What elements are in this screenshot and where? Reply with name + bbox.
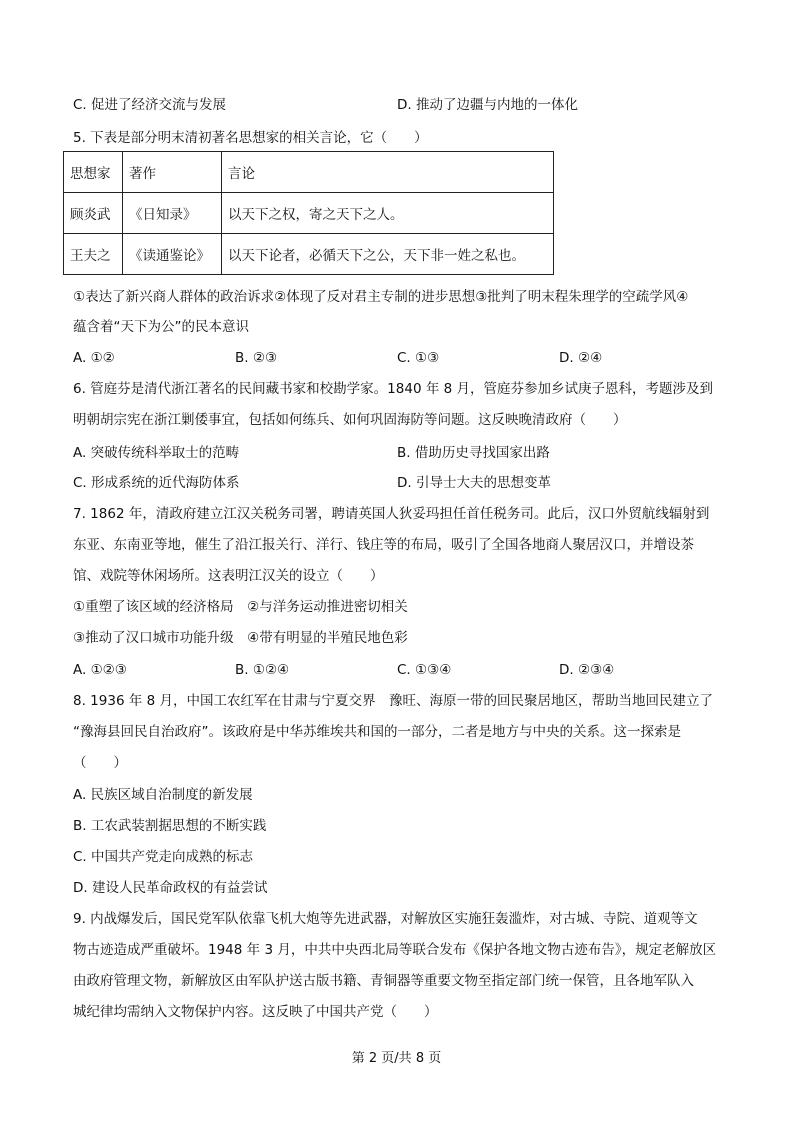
table-row [64,193,554,234]
q7-statements-2: ③推动了汉口城市功能升级 ④带有明显的半殖民地色彩 [73,630,408,646]
q4-option-d: D. 推动了边疆与内地的一体化 [397,97,578,113]
q5-option-d: D. ②④ [559,350,603,366]
q8-stem-line3: （ ） [73,755,127,771]
q5-option-c: C. ①③ [397,350,440,366]
q6-stem-line1: 6. 管庭芬是清代浙江著名的民间藏书家和校勘学家。1840 年 8 月，管庭芬参加乡试庚子恩科，考题涉及到 [73,381,713,397]
q7-option-c: C. ①③④ [397,662,452,678]
table-cell: 王夫之 [64,234,123,275]
table-cell: 以天下之权，寄之天下之人。 [222,193,554,234]
q6-stem-line2: 明朝胡宗宪在浙江剿倭事宜，包括如何练兵、如何巩固海防等问题。这反映晚清政府（ ） [73,412,627,428]
q9-stem-line1: 9. 内战爆发后，国民党军队依靠飞机大炮等先进武器，对解放区实施狂轰滥炸，对古城、寺院、道观等文 [73,911,698,927]
q8-stem-line2: “豫海县回民自治政府”。该政府是中华苏维埃共和国的一部分，二者是地方与中央的关系。这一探索是 [73,724,681,740]
q5-statements-line1: ①表达了新兴商人群体的政治诉求②体现了反对君主专制的进步思想③批判了明末程朱理学的空疏学风④ [73,289,689,305]
q8-option-c: C. 中国共产党走向成熟的标志 [73,849,254,865]
table-cell: 《日知录》 [123,193,222,234]
table-header-cell: 言论 [222,152,554,193]
q5-statements-line2: 蕴含着“天下为公”的民本意识 [73,319,249,335]
q7-stem-line1: 7. 1862 年，清政府建立江汉关税务司署，聘请英国人狄妥玛担任首任税务司。此后，汉口外贸航线辐射到 [73,506,710,522]
q9-stem-line2: 物古迹造成严重破坏。1948 年 3 月，中共中央西北局等联合发布《保护各地文物古迹布告》，规定老解放区 [73,942,717,958]
table-cell: 《读通鉴论》 [123,234,222,275]
page-number: 第 2 页/共 8 页 [351,1051,442,1066]
table-header-cell: 思想家 [64,152,123,193]
q9-stem-line3: 由政府管理文物，新解放区由军队护送古版书籍、青铜器等重要文物至指定部门统一保管，且各地军队入 [73,973,694,989]
q9-stem-line4: 城纪律均需纳入文物保护内容。这反映了中国共产党（ ） [73,1004,438,1020]
q4-option-c: C. 促进了经济交流与发展 [73,97,227,113]
q8-option-d: D. 建设人民革命政权的有益尝试 [73,880,268,896]
q5-option-b: B. ②③ [235,350,278,366]
table-cell: 以天下论者，必循天下之公，天下非一姓之私也。 [222,234,554,275]
q7-statements-1: ①重塑了该区域的经济格局 ②与洋务运动推进密切相关 [73,599,408,615]
table-cell: 顾炎武 [64,193,123,234]
q7-option-b: B. ①②④ [235,662,290,678]
q7-stem-line3: 馆、戏院等休闲场所。这表明江汉关的设立（ ） [73,568,384,584]
table-header-row [64,152,554,193]
q7-option-d: D. ②③④ [559,662,615,678]
q8-stem-line1: 8. 1936 年 8 月，中国工农红军在甘肃与宁夏交界 豫旺、海原一带的回民聚居地区，帮助当地回民建立了 [73,693,713,709]
q6-option-c: C. 形成系统的近代海防体系 [73,475,240,491]
q5-option-a: A. ①② [73,350,115,366]
q6-option-a: A. 突破传统科举取士的范畴 [73,445,240,461]
q8-option-b: B. 工农武装割据思想的不断实践 [73,818,267,834]
q7-option-a: A. ①②③ [73,662,127,678]
q8-option-a: A. 民族区域自治制度的新发展 [73,787,253,803]
table-row [64,234,554,275]
q6-option-b: B. 借助历史寻找国家出路 [397,445,550,461]
table-header-cell: 著作 [123,152,222,193]
q6-option-d: D. 引导士大夫的思想变革 [397,475,551,491]
q5-stem: 5. 下表是部分明末清初著名思想家的相关言论，它（ ） [73,130,428,146]
q5-table [63,151,554,275]
q7-stem-line2: 东亚、东南亚等地，催生了沿江报关行、洋行、钱庄等的布局，吸引了全国各地商人聚居汉口，并增设茶 [73,537,694,553]
